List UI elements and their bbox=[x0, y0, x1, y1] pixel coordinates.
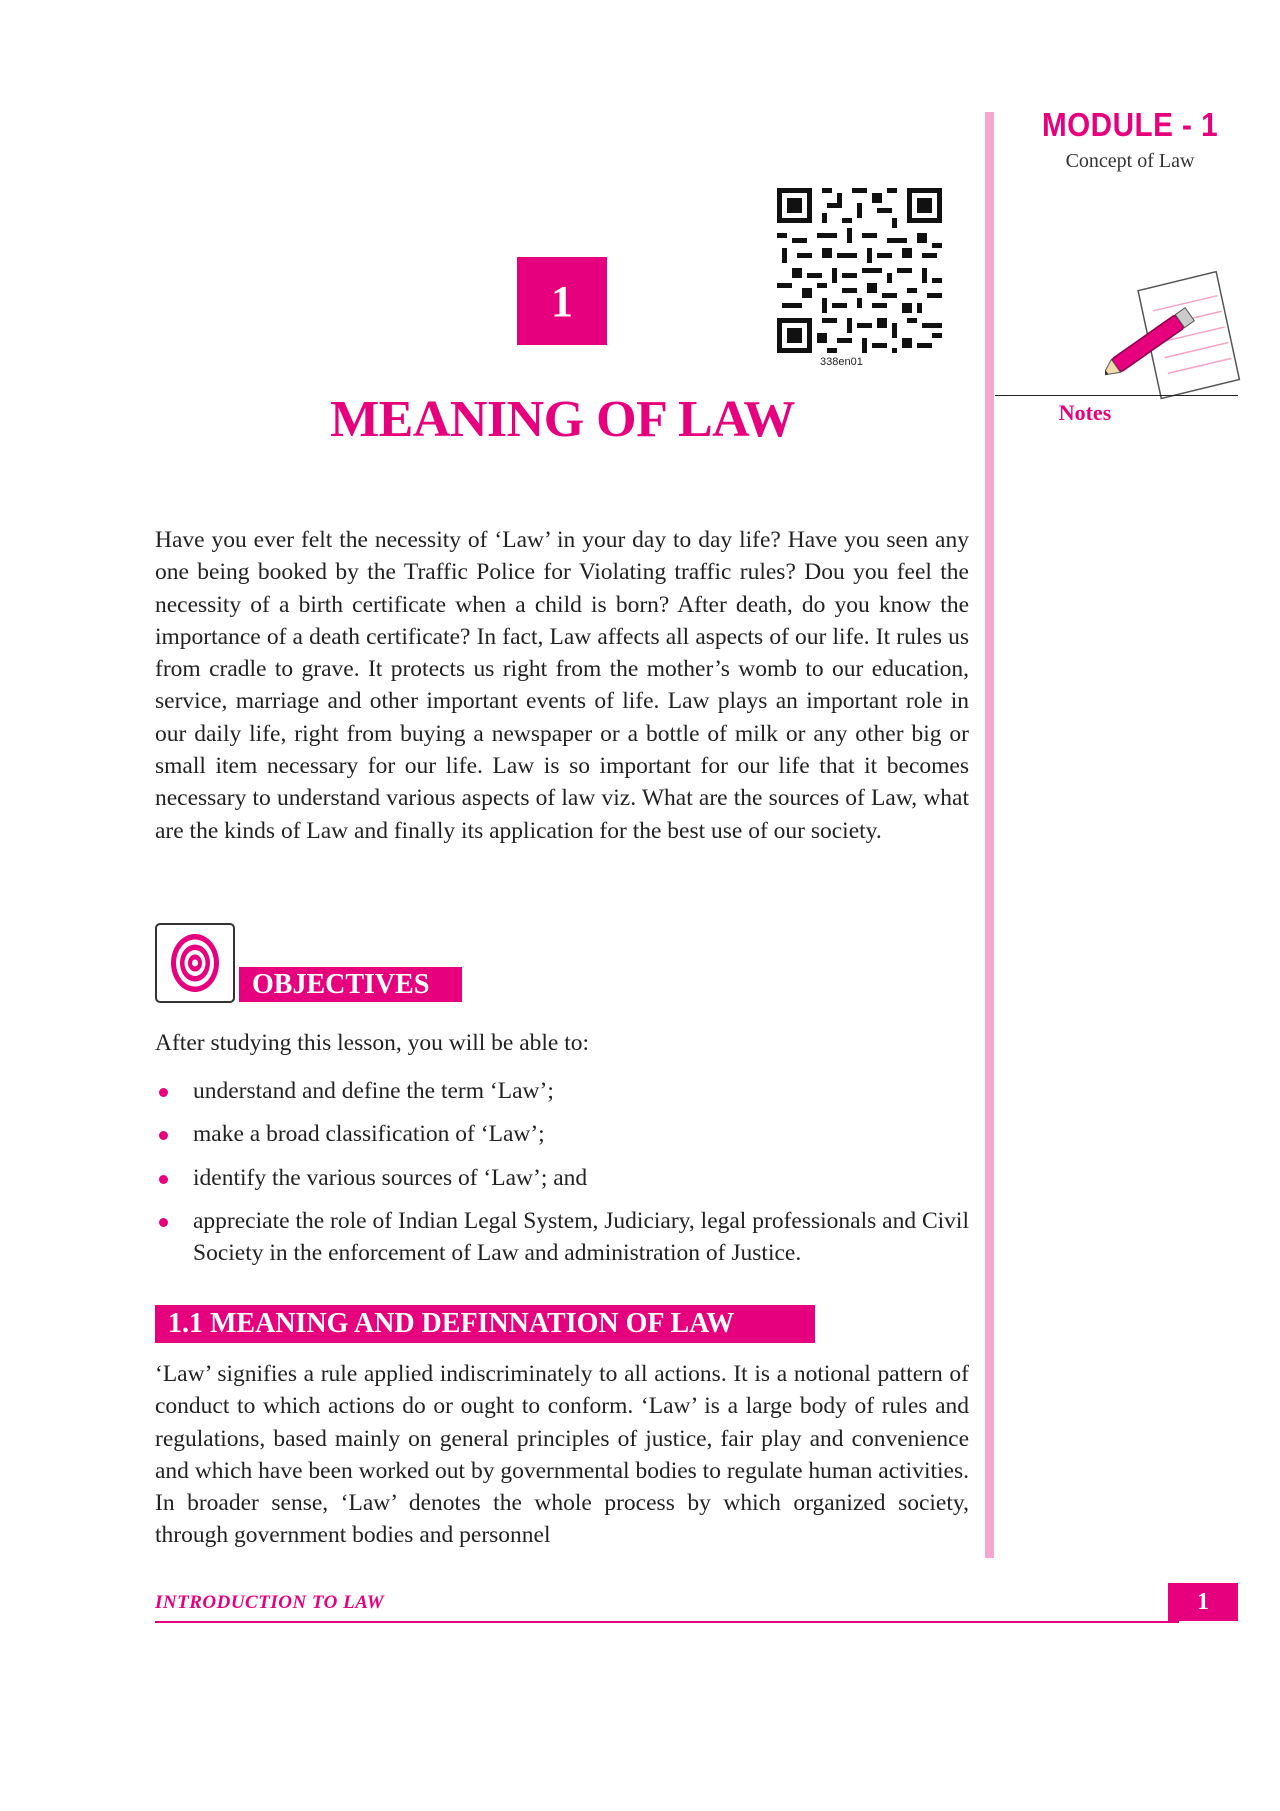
objective-item bbox=[155, 1162, 969, 1194]
module-subtitle: Concept of Law bbox=[1065, 150, 1195, 172]
chapter-number: 1 bbox=[551, 276, 573, 326]
objective-item bbox=[155, 1205, 969, 1270]
module-title: MODULE - 1 bbox=[1041, 106, 1219, 143]
footer-title: INTRODUCTION TO LAW bbox=[155, 1592, 385, 1613]
page-number: 1 bbox=[1197, 1588, 1209, 1615]
notes-pencil-icon bbox=[1105, 268, 1245, 413]
bullet-icon bbox=[159, 1218, 168, 1227]
bullet-icon bbox=[159, 1175, 168, 1184]
objective-text: understand and define the term ‘Law’; bbox=[193, 1078, 554, 1104]
objective-text: appreciate the role of Indian Legal System, Judiciary, legal professionals and Civil Society in the enforcement of Law and administration of Justice. bbox=[193, 1207, 969, 1267]
bullet-icon bbox=[159, 1131, 168, 1140]
page-number-box bbox=[1168, 1583, 1238, 1621]
notes-rule bbox=[995, 395, 1238, 396]
notes-label: Notes bbox=[1058, 400, 1112, 425]
chapter-title: MEANING OF LAW bbox=[330, 391, 795, 448]
objective-text: make a broad classification of ‘Law’; bbox=[193, 1121, 545, 1148]
target-icon bbox=[155, 923, 235, 1003]
objectives-intro: After studying this lesson, you will be able to: bbox=[155, 1030, 590, 1056]
bullet-icon bbox=[159, 1088, 168, 1097]
objectives-list bbox=[155, 1075, 969, 1280]
objective-item bbox=[155, 1075, 969, 1107]
intro-paragraph: Have you ever felt the necessity of ‘Law’ in your day to day life? Have you seen any one being booked by the Traffic Police for Violating traffic rules? Dou you feel the necessity of a birth certificate when a child is born? After death, do you know the importance of a death certificate? In fact, Law affects all aspects of our life. It rules us from cradle to grave. It protects us right from the mother’s womb to our education, service, marriage and other important events of life. Law plays an important role in our daily life, right from buying a newspaper or a bottle of milk or any other big or small item necessary for our life. Law is so important for our life that it becomes necessary to understand various aspects of law viz. What are the sources of Law, what are the kinds of Law and finally its application for the best use of our society. bbox=[155, 527, 969, 844]
qr-code-icon bbox=[777, 188, 942, 358]
chapter-number-box bbox=[517, 257, 607, 345]
qr-caption: 338en01 bbox=[820, 356, 863, 368]
objectives-heading: OBJECTIVES bbox=[239, 967, 462, 1002]
section-paragraph: ‘Law’ signifies a rule applied indiscriminately to all actions. It is a notional pattern of conduct to which actions do or ought to conform. ‘Law’ is a large body of rules and regulations, based mainly on general principles of justice, fair play and convenience and which have been worked out by governmental bodies to regulate human activities. In broader sense, ‘Law’ denotes the whole process by which organized society, through government bodies and personnel bbox=[155, 1361, 969, 1549]
footer-rule bbox=[155, 1621, 1179, 1623]
objective-item bbox=[155, 1118, 969, 1150]
objective-text: identify the various sources of ‘Law’; and bbox=[193, 1164, 588, 1191]
section-heading: 1.1 MEANING AND DEFINNATION OF LAW bbox=[155, 1305, 815, 1343]
margin-rule bbox=[985, 112, 994, 1558]
